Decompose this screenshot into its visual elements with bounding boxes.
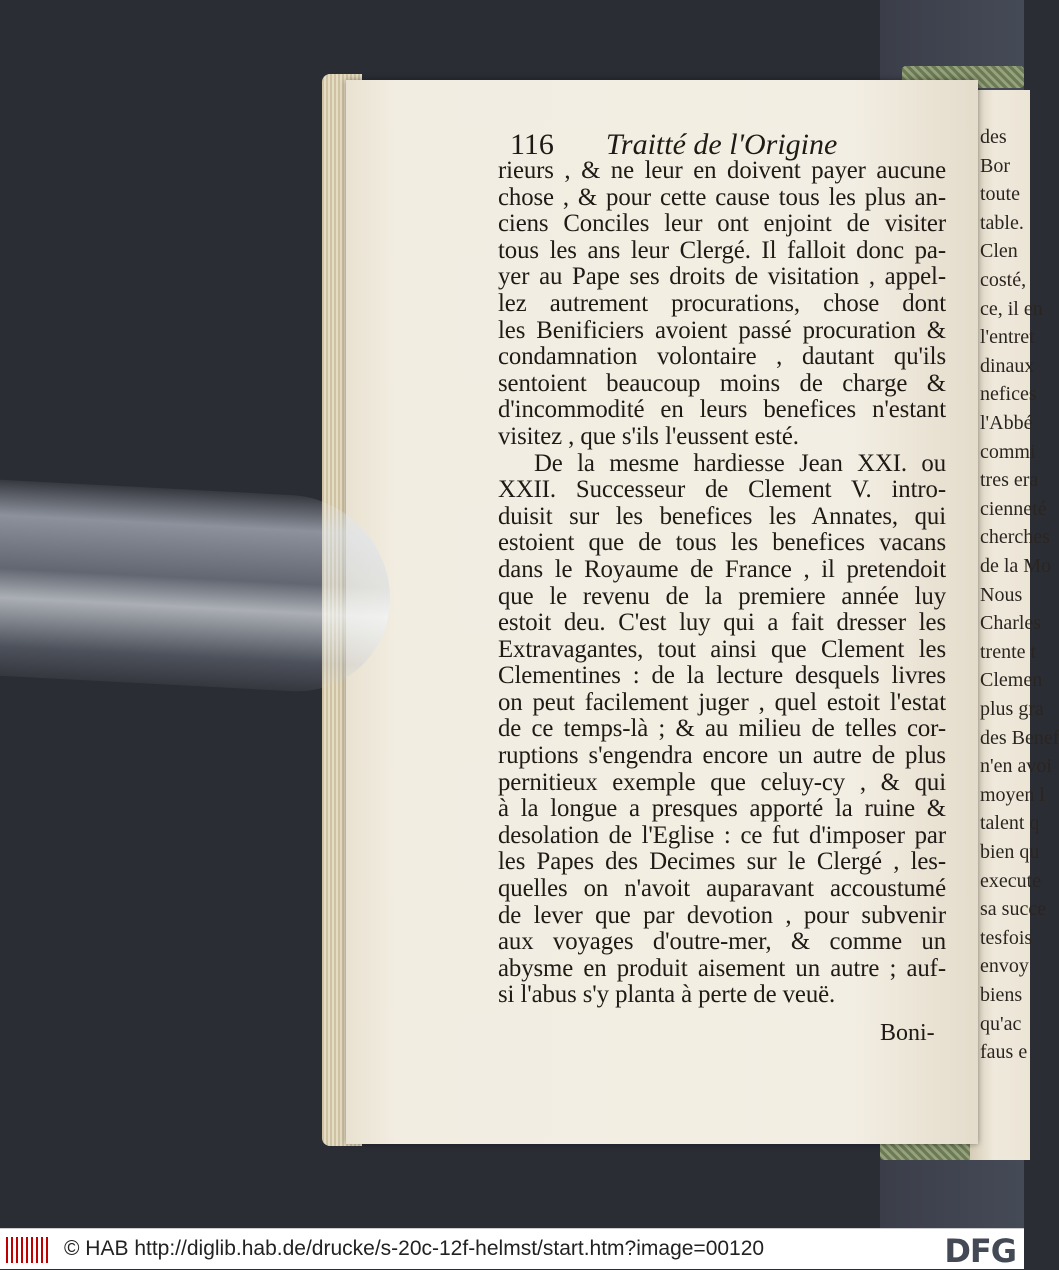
text-line: d'incommodité en leurs benefices n'estant	[498, 396, 946, 424]
text-line: sentoient beaucoup moins de charge &	[498, 369, 946, 397]
text-line: abysme en produit aisement un autre ; auf-	[498, 954, 946, 982]
text-line: dans le Royaume de France , il pretendoit	[498, 555, 946, 583]
facing-page-fragment: Bor	[980, 154, 1010, 177]
page-number: 116	[510, 128, 554, 161]
facing-page	[970, 90, 1059, 1160]
running-title: Traitté de l'Origine	[605, 128, 838, 161]
facing-page-fragment: ce, il en	[980, 297, 1043, 320]
text-line: duisit sur les benefices les Annates, qui	[498, 502, 946, 530]
text-line: XXII. Successeur de Clement V. intro-	[498, 476, 946, 504]
facing-page-fragment: moyen l	[980, 783, 1045, 806]
facing-page-fragment: faus e	[980, 1041, 1028, 1064]
text-line: les Papes des Decimes sur le Clergé , les-	[498, 848, 946, 876]
facing-page-fragment: cienneté	[980, 497, 1047, 520]
facing-page-fragment: sa succe	[980, 898, 1047, 921]
text-line: lez autrement procurations, chose dont	[498, 289, 946, 317]
facing-page-fragment: plus gra	[980, 698, 1044, 720]
text-line: pernitieux exemple que celuy-cy , & qui	[498, 768, 946, 796]
text-line: rieurs , & ne leur en doivent payer aucune	[498, 157, 946, 184]
facing-page-fragment: talent q	[980, 812, 1040, 835]
glass-page-holder	[0, 480, 390, 696]
body-text	[498, 158, 946, 1009]
text-line: on peut facilement juger , quel estoit l'estat	[498, 688, 946, 716]
facing-page-fragment: costé,	[980, 269, 1027, 291]
text-line: si l'abus s'y planta à perte de veuë.	[498, 981, 836, 1009]
text-line: estoient que de tous les benefices vacans	[498, 529, 946, 557]
facing-page-fragment: de la Mo	[980, 555, 1052, 577]
text-line: desolation de l'Eglise : ce fut d'imposer par	[498, 821, 946, 849]
footer-bar	[0, 1228, 1024, 1269]
facing-page-fragment: toute	[980, 183, 1020, 206]
facing-page-fragment: n'en avoi	[980, 755, 1052, 778]
facing-page-fragment: commi	[980, 440, 1036, 463]
facing-page-fragment: l'entret	[980, 326, 1035, 349]
facing-page-fragment: cherches	[980, 526, 1050, 549]
text-line: de ce temps-là ; & au milieu de telles cor-	[498, 715, 946, 743]
facing-page-fragment: bien qu	[980, 841, 1040, 863]
facing-page-fragment: des Benef	[980, 726, 1059, 749]
facing-page-fragment: Nous	[980, 583, 1023, 606]
facing-page-fragment: l'Abbé	[980, 412, 1033, 434]
hab-logo-icon	[6, 1237, 48, 1263]
facing-page-fragment: tesfois	[980, 926, 1033, 949]
text-line: visitez , que s'ils l'eussent esté.	[498, 422, 799, 450]
text-line: aux voyages d'outre-mer, & comme un	[498, 928, 946, 956]
text-line: condamnation volontaire , dautant qu'ils	[498, 343, 946, 371]
text-line: De la mesme hardiesse Jean XXI. ou	[534, 449, 946, 477]
text-line: à la longue a presques apporté la ruine &	[498, 795, 946, 823]
source-credit: © HAB http://diglib.hab.de/drucke/s-20c-12f-helmst/start.htm?image=00120	[64, 1237, 765, 1260]
text-line: Extravagantes, tout ainsi que Clement les	[498, 635, 946, 663]
text-line: quelles on n'avoit auparavant accoustumé	[498, 875, 946, 903]
facing-page-fragment: Clemen	[980, 669, 1043, 692]
facing-page-fragment: envoy	[980, 955, 1029, 978]
text-line: estoit deu. C'est luy qui a fait dresser les	[498, 609, 946, 637]
facing-page-fragment: Clen	[980, 240, 1018, 263]
text-line: les Benificiers avoient passé procuration &	[498, 316, 946, 344]
text-line: de lever que par devotion , pour subvenir	[498, 901, 946, 929]
text-line: yer au Pape ses droits de visitation , appel-	[498, 263, 946, 291]
text-line: ciens Conciles leur ont enjoint de visiter	[498, 210, 946, 238]
facing-page-fragment: biens	[980, 984, 1023, 1006]
facing-page-fragment: table.	[980, 211, 1024, 234]
facing-page-fragment: tres era	[980, 469, 1039, 492]
facing-page-fragment: trente t	[980, 640, 1037, 663]
text-line: ruptions s'engendra encore un autre de plus	[498, 742, 946, 770]
facing-page-fragment: qu'ac	[980, 1012, 1022, 1035]
text-line: tous les ans leur Clergé. Il falloit donc pa-	[498, 236, 946, 264]
facing-page-fragment: Charles	[980, 612, 1042, 635]
facing-page-fragment: des	[980, 126, 1007, 148]
facing-page-fragment: execute	[980, 869, 1042, 892]
text-line: chose , & pour cette cause tous les plus an-	[498, 183, 946, 211]
catchword: Boni-	[880, 1020, 935, 1046]
text-line: que le revenu de la premiere année luy	[498, 582, 946, 610]
facing-page-fragment: nefices	[980, 383, 1037, 406]
dfg-logo: DFG	[944, 1232, 1016, 1270]
facing-page-fragment: dinaux	[980, 354, 1035, 377]
text-line: Clementines : de la lecture desquels livres	[498, 662, 946, 690]
